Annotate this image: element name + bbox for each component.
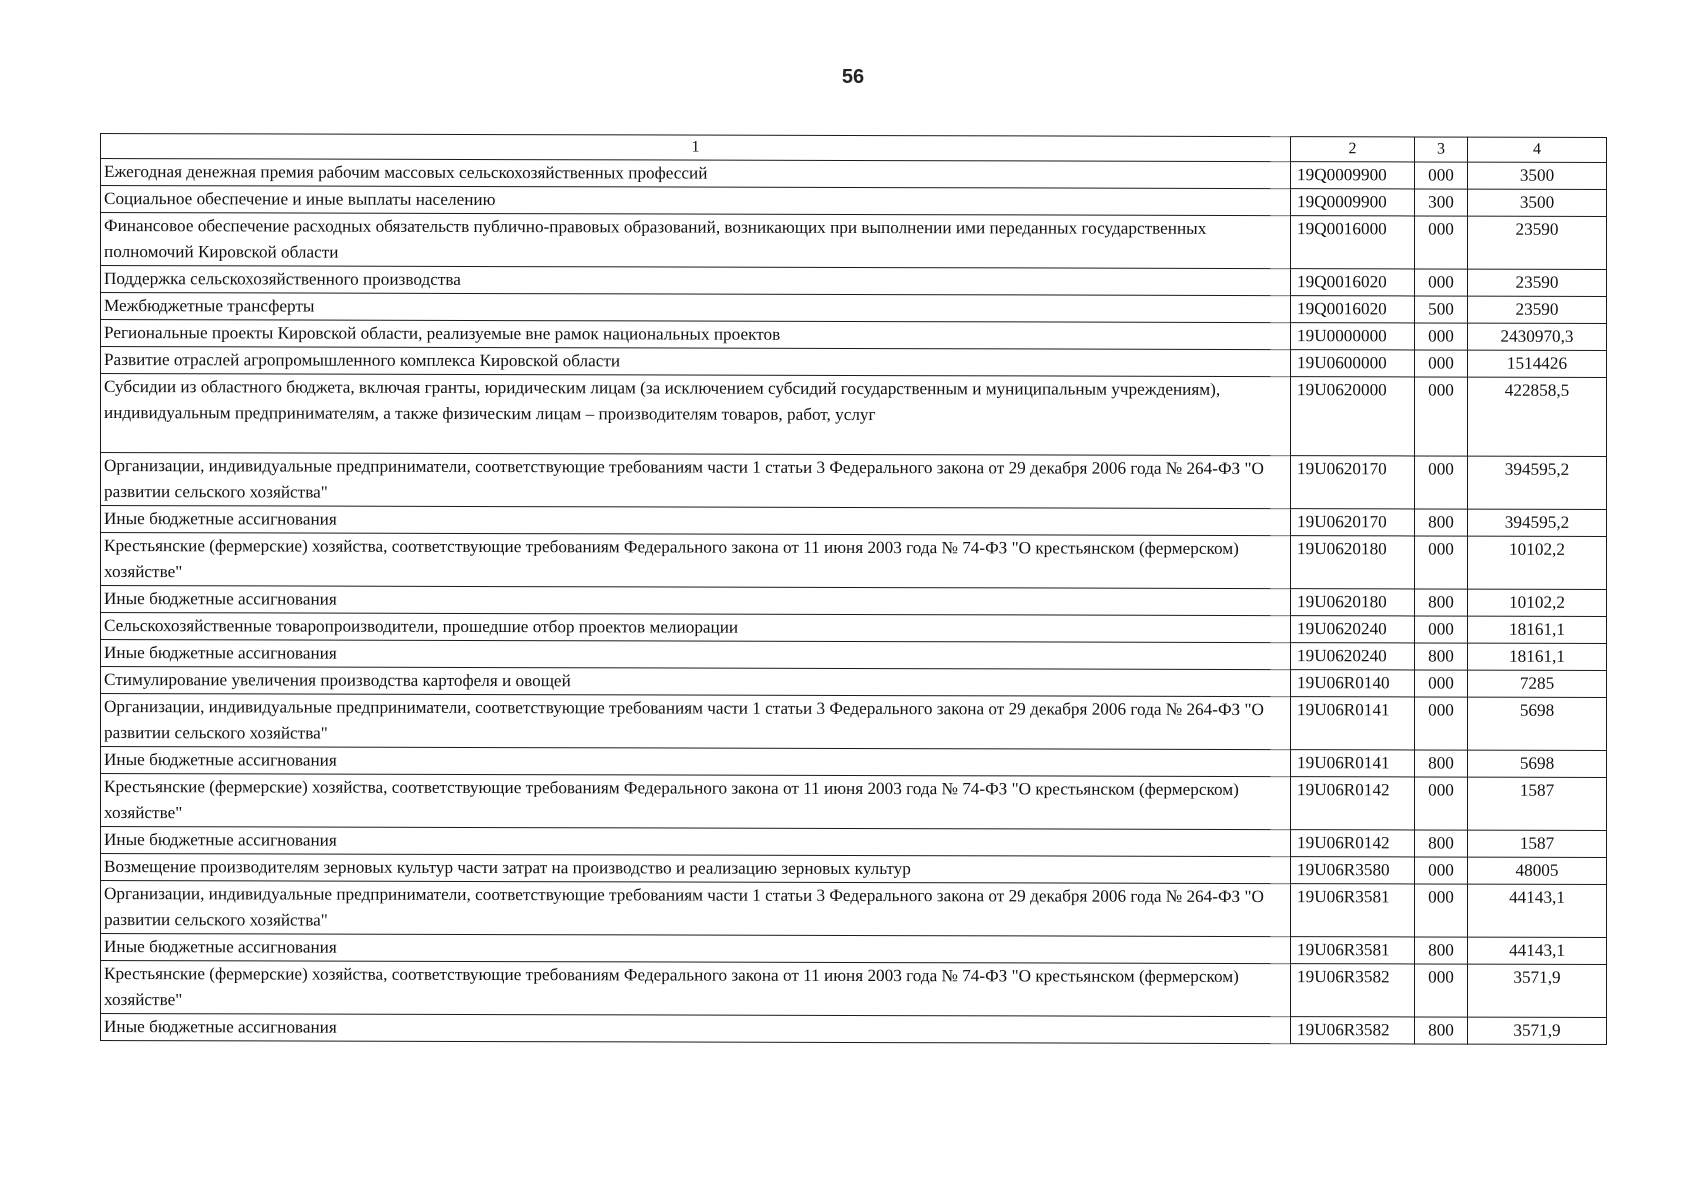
table-row: [101, 213, 1607, 270]
row-kvr-cell: 000: [1415, 884, 1468, 937]
table-row: [101, 694, 1607, 751]
table-row: [101, 961, 1607, 1018]
row-code-cell: 19U06R3581: [1291, 937, 1415, 964]
row-amount-cell: 10102,2: [1468, 589, 1607, 616]
table-row: [101, 453, 1607, 510]
row-amount-cell: 1587: [1468, 830, 1607, 857]
row-kvr-cell: 800: [1415, 937, 1468, 964]
row-code-cell: 19U06R0142: [1291, 830, 1415, 857]
row-code-cell: 19U06R3582: [1291, 1017, 1415, 1044]
row-kvr-cell: 000: [1415, 377, 1468, 456]
row-code-cell: 19U06R3580: [1291, 857, 1415, 884]
row-code-cell: 19U0620170: [1291, 509, 1415, 536]
row-name-cell: Иные бюджетные ассигнования: [101, 827, 1291, 857]
row-kvr-cell: 800: [1415, 643, 1468, 670]
row-code-cell: 19U0620000: [1291, 377, 1415, 456]
row-code-cell: 19U06R3582: [1291, 964, 1415, 1017]
table-row: [101, 881, 1607, 938]
row-kvr-cell: 000: [1415, 857, 1468, 884]
row-amount-cell: 44143,1: [1468, 884, 1607, 937]
row-kvr-cell: 800: [1415, 589, 1468, 616]
row-amount-cell: 3500: [1468, 189, 1607, 216]
row-kvr-cell: 000: [1415, 777, 1468, 830]
row-name-cell: Субсидии из областного бюджета, включая гранты, юридическим лицам (за исключением субсидий государственным и муниципальным учреждениям), индивидуальным предпринимателям, а также физическим лицам – производителям товаров, работ, услуг: [101, 374, 1291, 456]
row-kvr-cell: 000: [1415, 536, 1468, 589]
row-amount-cell: 394595,2: [1468, 509, 1607, 536]
row-name-cell: Иные бюджетные ассигнования: [101, 1014, 1291, 1044]
row-kvr-cell: 000: [1415, 964, 1468, 1017]
row-kvr-cell: 000: [1415, 216, 1468, 269]
table-row: [101, 667, 1607, 698]
row-name-cell: Социальное обеспечение и иные выплаты населению: [101, 186, 1291, 216]
row-amount-cell: 5698: [1468, 750, 1607, 777]
row-name-cell: Стимулирование увеличения производства картофеля и овощей: [101, 667, 1291, 697]
row-code-cell: 19Q0016000: [1291, 216, 1415, 269]
row-amount-cell: 7285: [1468, 670, 1607, 697]
row-amount-cell: 44143,1: [1468, 937, 1607, 964]
table-body: [101, 159, 1607, 1045]
row-name-cell: Иные бюджетные ассигнования: [101, 506, 1291, 536]
row-kvr-cell: 300: [1415, 189, 1468, 216]
row-kvr-cell: 800: [1415, 830, 1468, 857]
row-amount-cell: 394595,2: [1468, 456, 1607, 509]
column-header-amount: 4: [1468, 137, 1607, 162]
row-amount-cell: 422858,5: [1468, 377, 1607, 456]
row-kvr-cell: 000: [1415, 162, 1468, 189]
row-kvr-cell: 800: [1415, 1017, 1468, 1044]
table-row: [101, 854, 1607, 885]
column-header-code: 2: [1291, 137, 1415, 162]
row-code-cell: 19U0620180: [1291, 589, 1415, 616]
page-number: 56: [841, 66, 865, 88]
row-amount-cell: 3500: [1468, 162, 1607, 189]
table-row: [101, 1014, 1607, 1045]
row-kvr-cell: 000: [1415, 323, 1468, 350]
row-code-cell: 19U06R3581: [1291, 884, 1415, 937]
table-row: [101, 347, 1607, 378]
table-row: [101, 827, 1607, 858]
row-kvr-cell: 000: [1415, 350, 1468, 377]
table-row: [101, 186, 1607, 217]
row-name-cell: Возмещение производителям зерновых культур части затрат на производство и реализацию зерновых культур: [101, 854, 1291, 884]
row-amount-cell: 1587: [1468, 777, 1607, 830]
row-name-cell: Межбюджетные трансферты: [101, 293, 1291, 323]
row-name-cell: Организации, индивидуальные предприниматели, соответствующие требованиям части 1 статьи 3 Федерального закона от 29 декабря 2006 года № 264-ФЗ "О развитии сельского хозяйства": [101, 694, 1291, 750]
table-row: [101, 159, 1607, 190]
row-name-cell: Крестьянские (фермерские) хозяйства, соответствующие требованиям Федерального закона от 11 июня 2003 года № 74-ФЗ "О крестьянском (фермерском) хозяйстве": [101, 774, 1291, 830]
row-amount-cell: 48005: [1468, 857, 1607, 884]
row-name-cell: Ежегодная денежная премия рабочим массовых сельскохозяйственных профессий: [101, 159, 1291, 189]
row-code-cell: 19U06R0141: [1291, 697, 1415, 750]
table-row: [101, 613, 1607, 644]
table-row: [101, 506, 1607, 537]
row-kvr-cell: 000: [1415, 670, 1468, 697]
row-name-cell: Крестьянские (фермерские) хозяйства, соответствующие требованиям Федерального закона от 11 июня 2003 года № 74-ФЗ "О крестьянском (фермерском) хозяйстве": [101, 961, 1291, 1017]
column-header-name: 1: [101, 134, 1291, 162]
row-amount-cell: 1514426: [1468, 350, 1607, 377]
row-kvr-cell: 500: [1415, 296, 1468, 323]
table-row: [101, 320, 1607, 351]
row-code-cell: 19Q0009900: [1291, 162, 1415, 189]
row-amount-cell: 5698: [1468, 697, 1607, 750]
row-code-cell: 19U06R0140: [1291, 670, 1415, 697]
row-name-cell: Крестьянские (фермерские) хозяйства, соответствующие требованиям Федерального закона от 11 июня 2003 года № 74-ФЗ "О крестьянском (фермерском) хозяйстве": [101, 533, 1291, 589]
table-row: [101, 374, 1607, 457]
row-kvr-cell: 000: [1415, 616, 1468, 643]
row-code-cell: 19U06R0141: [1291, 750, 1415, 777]
row-amount-cell: 2430970,3: [1468, 323, 1607, 350]
row-amount-cell: 23590: [1468, 216, 1607, 269]
row-code-cell: 19U06R0142: [1291, 777, 1415, 830]
row-amount-cell: 18161,1: [1468, 616, 1607, 643]
table-row: [101, 747, 1607, 778]
row-name-cell: Организации, индивидуальные предприниматели, соответствующие требованиям части 1 статьи 3 Федерального закона от 29 декабря 2006 года № 264-ФЗ "О развитии сельского хозяйства": [101, 453, 1291, 509]
column-header-kvr: 3: [1415, 137, 1468, 162]
row-name-cell: Иные бюджетные ассигнования: [101, 586, 1291, 616]
table-row: [101, 934, 1607, 965]
row-code-cell: 19U0620240: [1291, 643, 1415, 670]
table-row: [101, 266, 1607, 297]
table-row: [101, 293, 1607, 324]
row-kvr-cell: 800: [1415, 750, 1468, 777]
row-amount-cell: 3571,9: [1468, 1017, 1607, 1044]
row-amount-cell: 23590: [1468, 296, 1607, 323]
row-name-cell: Иные бюджетные ассигнования: [101, 934, 1291, 964]
row-amount-cell: 10102,2: [1468, 536, 1607, 589]
row-name-cell: Организации, индивидуальные предприниматели, соответствующие требованиям части 1 статьи 3 Федерального закона от 29 декабря 2006 года № 264-ФЗ "О развитии сельского хозяйства": [101, 881, 1291, 937]
row-name-cell: Иные бюджетные ассигнования: [101, 747, 1291, 777]
row-code-cell: 19Q0009900: [1291, 189, 1415, 216]
row-name-cell: Иные бюджетные ассигнования: [101, 640, 1291, 670]
row-kvr-cell: 000: [1415, 697, 1468, 750]
row-amount-cell: 23590: [1468, 269, 1607, 296]
row-name-cell: Региональные проекты Кировской области, реализуемые вне рамок национальных проектов: [101, 320, 1291, 350]
budget-table: [100, 133, 1607, 1045]
row-name-cell: Развитие отраслей агропромышленного комплекса Кировской области: [101, 347, 1291, 377]
row-code-cell: 19Q0016020: [1291, 296, 1415, 323]
table-row: [101, 586, 1607, 617]
table-row: [101, 640, 1607, 671]
row-kvr-cell: 000: [1415, 269, 1468, 296]
row-code-cell: 19Q0016020: [1291, 269, 1415, 296]
row-name-cell: Поддержка сельскохозяйственного производства: [101, 266, 1291, 296]
row-name-cell: Финансовое обеспечение расходных обязательств публично-правовых образований, возникающих при выполнении ими переданных государственных полномочий Кировской области: [101, 213, 1291, 269]
row-amount-cell: 3571,9: [1468, 964, 1607, 1017]
row-code-cell: 19U0620170: [1291, 456, 1415, 509]
row-name-cell: Сельскохозяйственные товаропроизводители, прошедшие отбор проектов мелиорации: [101, 613, 1291, 643]
row-kvr-cell: 800: [1415, 509, 1468, 536]
row-code-cell: 19U0620240: [1291, 616, 1415, 643]
row-code-cell: 19U0000000: [1291, 323, 1415, 350]
table-row: [101, 533, 1607, 590]
row-code-cell: 19U0620180: [1291, 536, 1415, 589]
row-amount-cell: 18161,1: [1468, 643, 1607, 670]
row-code-cell: 19U0600000: [1291, 350, 1415, 377]
row-kvr-cell: 000: [1415, 456, 1468, 509]
table-row: [101, 774, 1607, 831]
